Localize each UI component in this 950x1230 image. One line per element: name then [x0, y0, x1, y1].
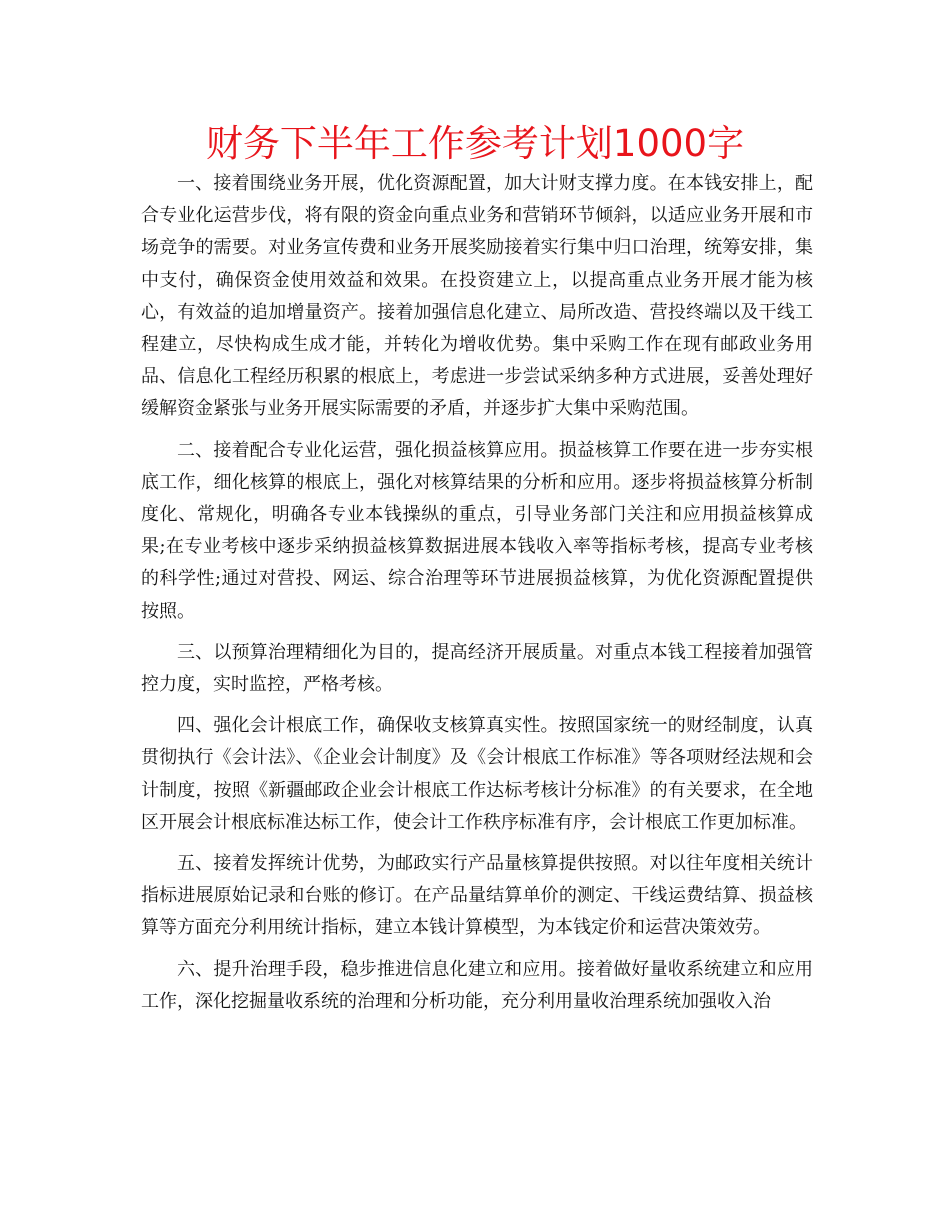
paragraph-2: 二、接着配合专业化运营，强化损益核算应用。损益核算工作要在进一步夯实根底工作，细化核算的根底上，强化对核算结果的分析和应用。逐步将损益核算分析制度化、常规化，明确各专业本钱操纵的重点，引导业务部门关注和应用损益核算成果;在专业考核中逐步采纳损益核算数据进展本钱收入率等指标考核，提高专业考核的科学性;通过对营投、网运、综合治理等环节进展损益核算，为优化资源配置提供按照。: [141, 439, 813, 622]
paragraph-4: 四、强化会计根底工作，确保收支核算真实性。按照国家统一的财经制度，认真贯彻执行《会计法》、《企业会计制度》及《会计根底工作标准》等各项财经法规和会计制度，按照《新疆邮政企业会计根底工作达标考核计分标准》的有关要求，在全地区开展会计根底标准达标工作，使会计工作秩序标准有序，会计根底工作更加标准。: [141, 715, 813, 833]
paragraph-3: 三、以预算治理精细化为目的，提高经济开展质量。对重点本钱工程接着加强管控力度，实时监控，严格考核。: [141, 641, 813, 696]
paragraph-1: 一、接着围绕业务开展，优化资源配置，加大计财支撑力度。在本钱安排上，配合专业化运营步伐，将有限的资金向重点业务和营销环节倾斜，以适应业务开展和市场竞争的需要。对业务宣传费和业务开展奖励接着实行集中归口治理，统筹安排，集中支付，确保资金使用效益和效果。在投资建立上，以提高重点业务开展才能为核心，有效益的追加增量资产。接着加强信息化建立、局所改造、营投终端以及干线工程建立，尽快构成生成才能，并转化为增收优势。集中采购工作在现有邮政业务用品、信息化工程经历积累的根底上，考虑进一步尝试采纳多种方式进展，妥善处理好缓解资金紧张与业务开展实际需要的矛盾，并逐步扩大集中采购范围。: [141, 173, 813, 420]
paragraph-6: 六、提升治理手段，稳步推进信息化建立和应用。接着做好量收系统建立和应用工作，深化挖掘量收系统的治理和分析功能，充分利用量收治理系统加强收入治: [141, 958, 813, 1012]
document-body: [141, 168, 813, 1027]
paragraph-5: 五、接着发挥统计优势，为邮政实行产品量核算提供按照。对以往年度相关统计指标进展原始记录和台账的修订。在产品量结算单价的测定、干线运费结算、损益核算等方面充分利用统计指标，建立本钱计算模型，为本钱定价和运营决策效劳。: [141, 853, 813, 939]
document-title: 财务下半年工作参考计划1000字: [205, 122, 745, 165]
